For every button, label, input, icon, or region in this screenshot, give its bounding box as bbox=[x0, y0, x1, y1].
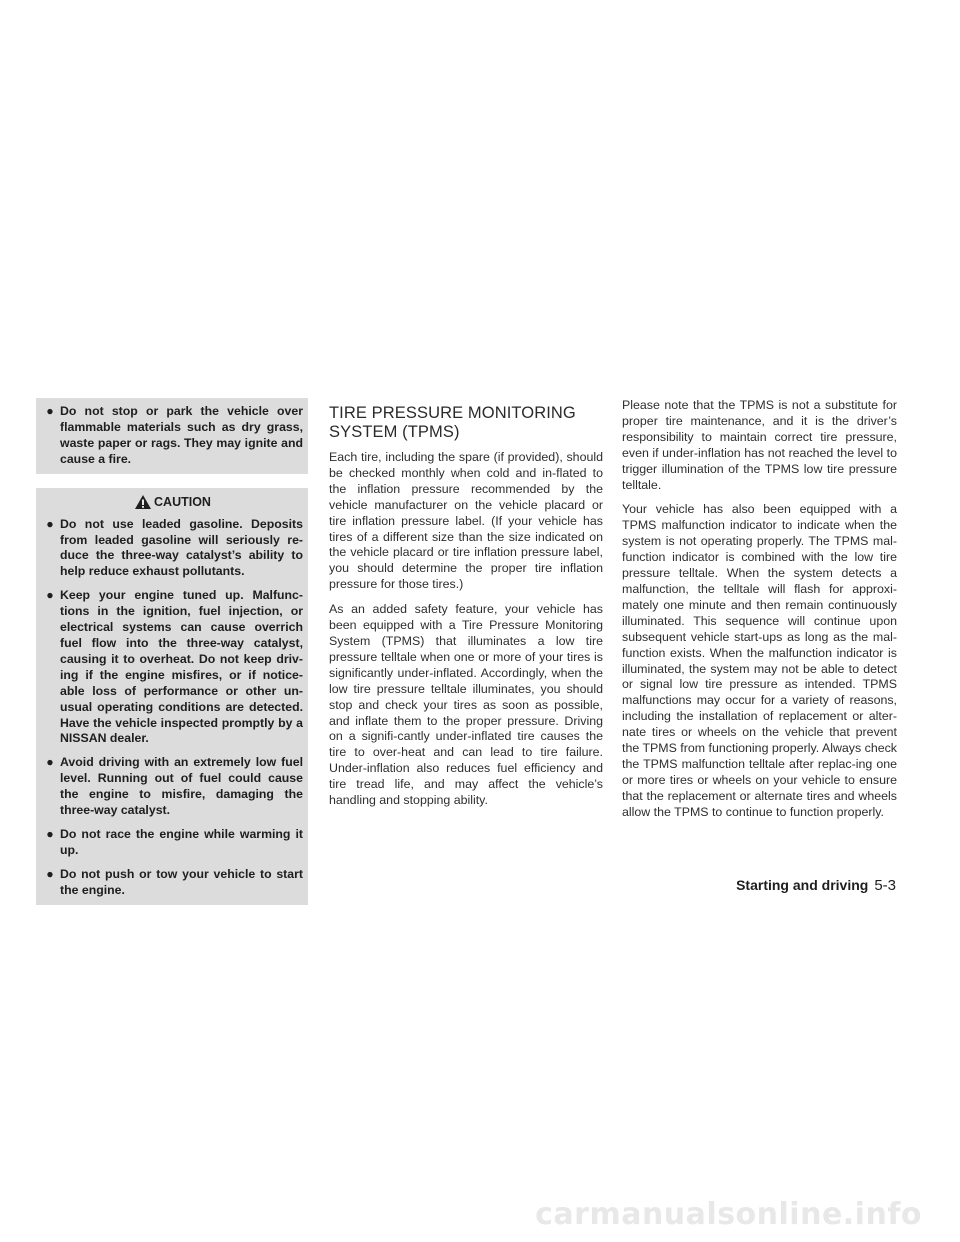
caution-item: ● Do not race the engine while warming it up. bbox=[42, 827, 303, 859]
paragraph: Each tire, including the spare (if provided), should be checked monthly when cold and in-flated to the inflation pressure recommended by the vehicle manufacturer on the vehicle placard or tire inflation pressure label. (If your vehicle has tires of a different size than the size indicated on the vehicle placard or tire inflation pressure label, you should determine the proper tire inflation pressure for those tires.) bbox=[329, 450, 603, 592]
caution-heading: CAUTION bbox=[42, 491, 303, 513]
bullet-icon: ● bbox=[46, 755, 54, 770]
watermark: carmanualsonline.info bbox=[535, 1197, 922, 1232]
caution-item: ● Avoid driving with an extremely low fuel level. Running out of fuel could cause the engine to misfire, damaging the three-way catalyst. bbox=[42, 755, 303, 819]
caution-item: ● Do not push or tow your vehicle to start the engine. bbox=[42, 867, 303, 899]
warning-box bbox=[36, 398, 308, 474]
bullet-icon: ● bbox=[46, 404, 54, 418]
paragraph: As an added safety feature, your vehicle has been equipped with a Tire Pressure Monitoring System (TPMS) that illuminates a low tire pressure telltale when one or more of your tires is significantly under-inflated. Accordingly, when the low tire pressure telltale illuminates, you should stop and check your tires as soon as possible, and inflate them to the proper pressure. Driving on a signifi-cantly under-inflated tire causes the tire to over-heat and can lead to tire failure. Under-inflation also reduces fuel efficiency and tire tread life, and may affect the vehicle’s handling and stopping ability. bbox=[329, 602, 603, 808]
page-footer bbox=[736, 877, 896, 894]
bullet-icon: ● bbox=[46, 866, 54, 881]
caution-item: ● Do not use leaded gasoline. Deposits from leaded gasoline will seriously re-duce the three-way catalyst’s ability to help reduce exhaust pollutants. bbox=[42, 517, 303, 581]
middle-column bbox=[329, 398, 603, 818]
warning-item: ● Do not stop or park the vehicle over flammable materials such as dry grass, waste paper or rags. They may ignite and cause a fire. bbox=[42, 404, 303, 468]
caution-box bbox=[36, 488, 308, 905]
paragraph: Your vehicle has also been equipped with a TPMS malfunction indicator to indicate when the system is not operating properly. The TPMS mal-function indicator is combined with the low tire pressure telltale. When the system detects a malfunction, the telltale will flash for approxi-mately one minute and then remain continuously illuminated. This sequence will continue upon subsequent vehicle start-ups as long as the mal-function exists. When the malfunction indicator is illuminated, the system may not be able to detect or signal low tire pressure as intended. TPMS malfunctions may occur for a variety of reasons, including the installation of replacement or alter-nate tires or wheels on the vehicle that prevent the TPMS from functioning properly. Always check the TPMS malfunction telltale after replac-ing one or more tires or wheels on your vehicle to ensure that the replacement or alternate tires and wheels allow the TPMS to continue to function properly. bbox=[622, 502, 898, 819]
right-column bbox=[622, 398, 897, 830]
warning-triangle-icon bbox=[134, 494, 152, 510]
bullet-icon: ● bbox=[46, 588, 54, 603]
left-column bbox=[36, 398, 308, 905]
caution-item: ● Keep your engine tuned up. Malfunc-tions in the ignition, fuel injection, or electrical systems can cause overrich fuel flow into the three-way catalyst, causing it to overheat. Do not keep driv-ing if the engine misfires, or if notice-able loss of performance or other un-usual operating conditions are detected. Have the vehicle inspected promptly by a NISSAN dealer. bbox=[42, 588, 303, 747]
bullet-icon: ● bbox=[46, 826, 54, 841]
bullet-icon: ● bbox=[46, 516, 54, 531]
footer-section-name: Starting and driving bbox=[736, 877, 869, 893]
section-title: TIRE PRESSURE MONITORING SYSTEM (TPMS) bbox=[329, 404, 576, 441]
paragraph: Please note that the TPMS is not a substitute for proper tire maintenance, and it is the driver’s responsibility to maintain correct tire pressure, even if under-inflation has not reached the level to trigger illumination of the TPMS low tire pressure telltale. bbox=[622, 398, 897, 492]
page-number: 5-3 bbox=[874, 877, 896, 894]
